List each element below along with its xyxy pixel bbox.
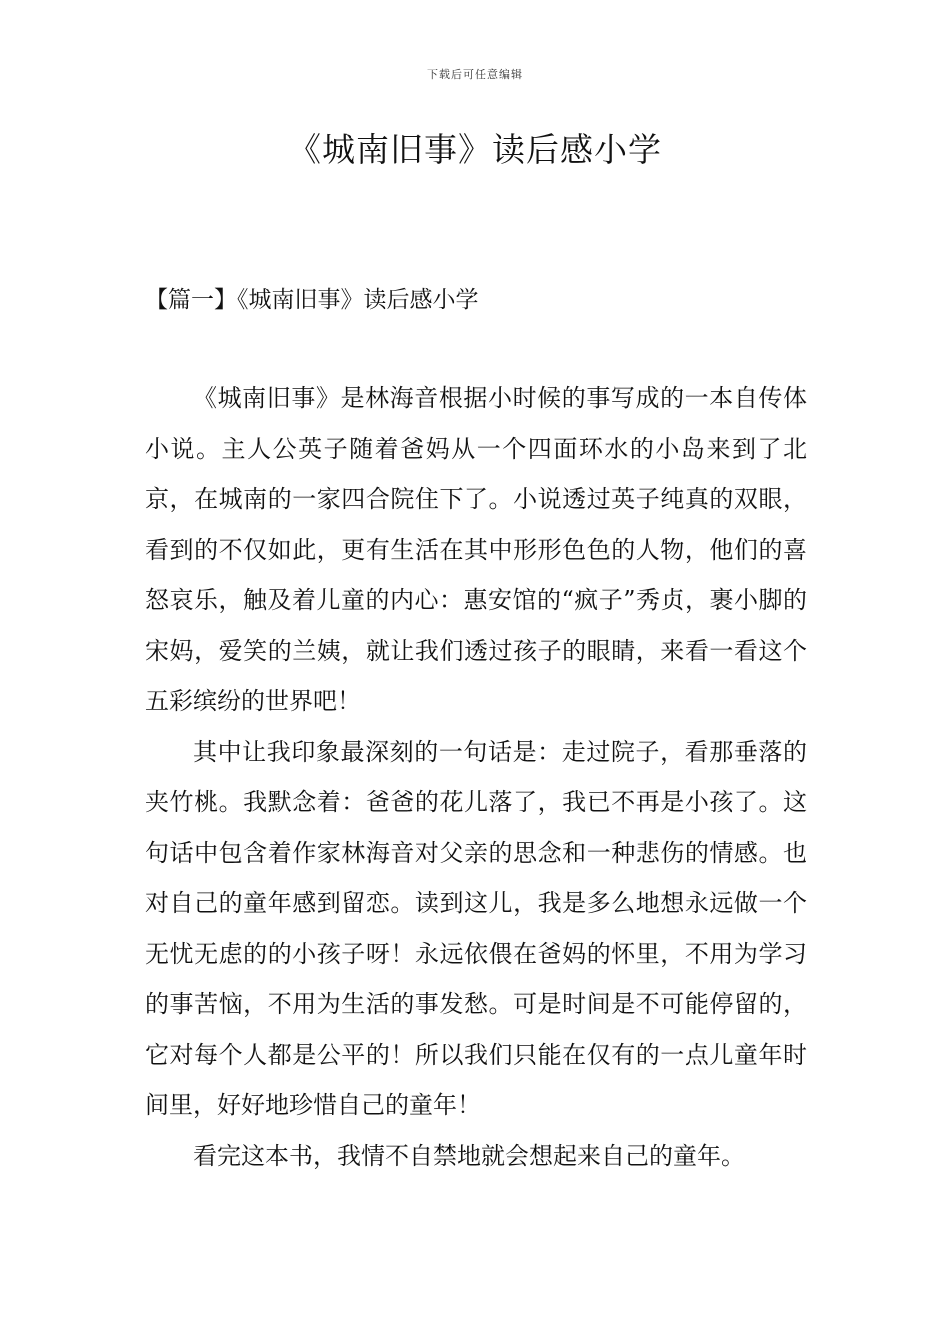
section-heading: 【篇一】《城南旧事》读后感小学 — [145, 287, 479, 313]
body-text — [145, 373, 807, 1181]
paragraph-3: 看完这本书，我情不自禁地就会想起来自己的童年。 — [193, 1141, 745, 1170]
header-note: 下载后可任意编辑 — [427, 68, 523, 81]
document-title: 《城南旧事》读后感小学 — [288, 130, 662, 169]
paragraph-1: 《城南旧事》是林海音根据小时候的事写成的一本自传体小说。主人公英子随着爸妈从一个四面环水的小岛来到了北京，在城南的一家四合院住下了。小说透过英子纯真的双眼，看到的不仅如此，更有生活在其中形形色色的人物，他们的喜怒哀乐，触及着儿童的内心：惠安馆的“疯子”秀贞，裹小脚的宋妈，爱笑的兰姨，就让我们透过孩子的眼睛，来看一看这个五彩缤纷的世界吧！ — [145, 384, 807, 715]
paragraph-2: 其中让我印象最深刻的一句话是：走过院子，看那垂落的夹竹桃。我默念着：爸爸的花儿落了，我已不再是小孩了。这句话中包含着作家林海音对父亲的思念和一种悲伤的情感。也对自己的童年感到留恋。读到这儿，我是多么地想永远做一个无忧无虑的的小孩子呀！永远依偎在爸妈的怀里，不用为学习的事苦恼，不用为生活的事发愁。可是时间是不可能停留的，它对每个人都是公平的！所以我们只能在仅有的一点儿童年时间里，好好地珍惜自己的童年！ — [145, 737, 807, 1119]
